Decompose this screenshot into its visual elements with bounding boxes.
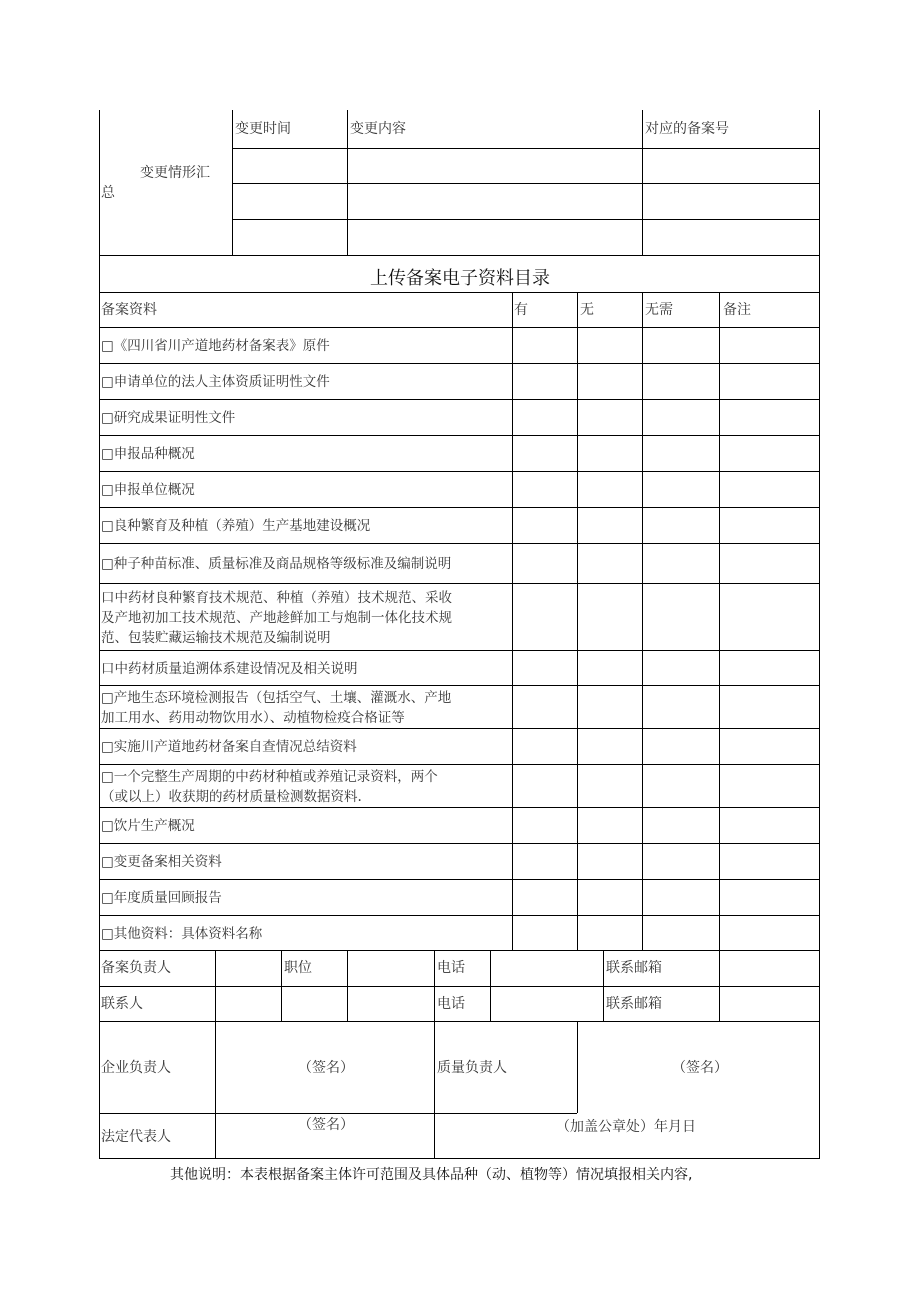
form-bottom (99, 1158, 820, 1159)
header-material: 备案资料 (101, 302, 157, 318)
material-item-text: □申报品种概况 (101, 446, 195, 462)
header-none: 无 (580, 302, 594, 318)
material-item-text: □变更备案相关资料 (101, 854, 222, 870)
signatures-divider (99, 1113, 577, 1114)
materials-grid-line (99, 363, 820, 364)
header-have: 有 (514, 302, 528, 318)
phone-label: 电话 (437, 960, 465, 976)
contacts-grid-line (490, 950, 491, 1021)
contacts-grid-line (281, 950, 282, 1021)
materials-grid-line (99, 435, 820, 436)
materials-grid-line (577, 292, 578, 950)
change-grid-line (232, 183, 820, 184)
change-summary-label-line1: 变更情形汇 (140, 165, 210, 181)
material-item-text: □申报单位概况 (101, 482, 195, 498)
material-item-text: □研究成果证明性文件 (101, 410, 236, 426)
material-item-text: □其他资料：具体资料名称 (101, 925, 263, 942)
materials-grid-line (99, 583, 820, 584)
change-grid-line (232, 219, 820, 220)
contacts-grid-line (347, 950, 348, 1021)
contacts-divider (99, 986, 820, 987)
materials-grid-line (99, 650, 820, 651)
materials-grid-line (99, 507, 820, 508)
materials-grid-line (99, 915, 820, 916)
col-record-no: 对应的备案号 (645, 121, 729, 137)
signatures-grid-line (434, 1021, 435, 1158)
materials-grid-line (99, 764, 820, 765)
contacts-grid-line (215, 950, 216, 1021)
material-item-text: 口中药材质量追溯体系建设情况及相关说明 (101, 660, 358, 677)
material-item-text: □产地生态环境检测报告（包括空气、土壤、灌溉水、产地 (101, 689, 452, 706)
material-item-text: □种子种苗标准、质量标准及商品规格等级标准及编制说明 (101, 556, 452, 572)
seal-date: （加盖公章处）年月日 (556, 1119, 696, 1135)
materials-grid-line (99, 843, 820, 844)
materials-grid-line (99, 685, 820, 686)
change-grid-line (232, 148, 820, 149)
materials-grid-line (99, 399, 820, 400)
material-item-text: □饮片生产概况 (101, 818, 195, 834)
materials-grid-line (99, 327, 820, 328)
material-item-text: □实施川产道地药材备案自查情况总结资料 (101, 739, 357, 755)
col-change-content: 变更内容 (350, 121, 406, 137)
materials-grid-line (99, 543, 820, 544)
material-item-text: 及产地初加工技术规范、产地趁鲜加工与炮制一体化技术规 (101, 609, 452, 626)
quality-head-signature: （签名） (672, 1060, 728, 1076)
email-label: 联系邮箱 (606, 996, 662, 1012)
material-item-text: （或以上）收获期的药材质量检测数据资料. (101, 788, 362, 805)
material-item-text: 范、包装贮藏运输技术规范及编制说明 (101, 629, 331, 646)
material-item-text: □良种繁育及种植（养殖）生产基地建设概况 (101, 518, 371, 534)
change-section-bottom (99, 255, 820, 256)
change-summary-label-line2: 总 (101, 185, 115, 201)
enterprise-head-label: 企业负责人 (101, 1060, 171, 1076)
materials-grid-line (99, 471, 820, 472)
header-remark: 备注 (723, 302, 751, 318)
contacts-grid-line (719, 950, 720, 1021)
upload-title-bottom (99, 292, 820, 293)
col-change-time: 变更时间 (235, 121, 291, 137)
materials-grid-line (642, 292, 643, 950)
contacts-grid-line (603, 950, 604, 1021)
contacts-bottom (99, 1021, 820, 1022)
material-item-text: □申请单位的法人主体资质证明性文件 (101, 374, 330, 390)
position-label: 职位 (284, 960, 312, 976)
email-label: 联系邮箱 (606, 960, 662, 976)
phone-label: 电话 (437, 996, 465, 1012)
filing-owner-label: 备案负责人 (101, 960, 171, 976)
legal-rep-label: 法定代表人 (101, 1129, 171, 1145)
signatures-grid-line (215, 1021, 216, 1158)
materials-grid-line (719, 292, 720, 950)
legal-rep-signature: （签名） (298, 1117, 354, 1133)
enterprise-head-signature: （签名） (298, 1060, 354, 1076)
material-item-text: □《四川省川产道地药材备案表》原件 (101, 338, 330, 354)
material-item-text: 口中药材良种繁育技术规范、种植（养殖）技术规范、采收 (101, 589, 452, 606)
signatures-grid-line (577, 1021, 578, 1113)
contact-person-label: 联系人 (101, 996, 143, 1012)
materials-grid-line (512, 292, 513, 950)
contacts-grid-line (434, 950, 435, 1021)
material-item-text: □年度质量回顾报告 (101, 890, 222, 906)
upload-section-title: 上传备案电子资料目录 (370, 268, 550, 289)
material-item-text: □一个完整生产周期的中药材种植或养殖记录资料，两个 (101, 768, 438, 785)
footer-note: 其他说明：本表根据备案主体许可范围及具体品种（动、植物等）情况填报相关内容, (170, 1167, 693, 1183)
quality-head-label: 质量负责人 (437, 1060, 507, 1076)
materials-grid-line (99, 728, 820, 729)
contacts-top (99, 950, 820, 951)
material-item-text: 加工用水、药用动物饮用水）、动植物检疫合格证等 (101, 709, 405, 726)
materials-grid-line (99, 807, 820, 808)
materials-grid-line (99, 879, 820, 880)
header-not-needed: 无需 (645, 302, 673, 318)
